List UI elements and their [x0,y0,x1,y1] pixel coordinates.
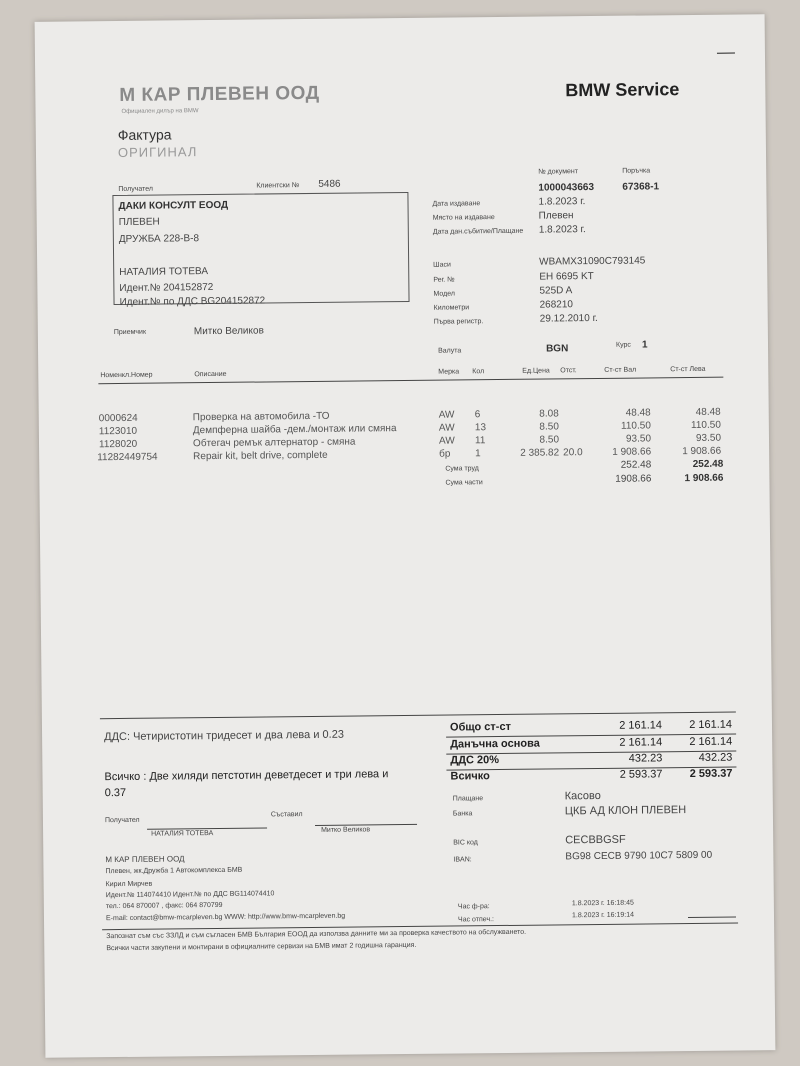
first-reg: 29.12.2010 г. [539,312,598,325]
row-1-code: 0000624 [98,412,138,425]
row-4-disc: 20.0 [563,447,583,459]
vin-label: Шаси [433,261,451,269]
tax-date: 1.8.2023 г. [538,224,586,236]
first-reg-label: Първа регистр. [433,318,484,326]
sig-composed-name: Митко Великов [321,826,371,834]
client-no: 5486 [318,178,341,190]
customer-person: НАТАЛИЯ ТОТЕВА [119,266,209,278]
customer-vat-ident: Идент.№ по ДДС BG204152872 [119,295,266,308]
km-label: Километри [433,304,470,312]
row-3-price: 8.50 [539,434,560,446]
bank-name: ЦКБ АД КЛОН ПЛЕВЕН [564,804,687,818]
labor-sum-label: Сума труд [445,465,479,473]
model: 525D A [539,285,573,297]
doc-no: 1000043663 [538,182,595,194]
document-subtitle: ОРИГИНАЛ [117,144,198,160]
vin: WBAMX31090C793145 [539,255,646,268]
km: 268210 [539,299,574,311]
company-subtitle: Официален дилър на BMW [121,108,199,115]
col-bgn: Ст-ст Лева [670,365,706,374]
print-time: 1.8.2023 г. 16:19:14 [571,911,635,920]
company-logo: М КАР ПЛЕВЕН ООД [119,82,320,106]
labor-sum-bgn: 252.48 [692,458,724,470]
model-label: Модел [433,290,455,298]
reg: EH 6695 KT [539,271,594,283]
client-no-label: Клиентски № [256,182,300,190]
row-4-desc: Repair kit, belt drive, complete [193,449,328,463]
receiver-name: Митко Великов [193,325,264,338]
totals-top-rule [100,712,736,720]
row-1-qty: 6 [474,409,481,421]
row-4-code: 11282449754 [97,451,158,464]
base-label: Данъчна основа [450,737,540,751]
total-bgn: 2 161.14 [689,718,733,732]
rate-value: 1 [641,339,648,351]
order-label: Поръчка [622,167,651,175]
iban: BG98 CECB 9790 10C7 5809 00 [565,849,713,863]
col-val: Ст-ст Вал [604,366,637,374]
all-val: 2 593.37 [619,768,663,781]
print-time-label: Час отпеч.: [457,916,494,924]
sig-composed-label: Съставил [270,811,303,819]
receiver-label: Приемчик [113,328,147,337]
row-1-price: 8.08 [539,408,559,420]
tax-date-label: Дата дан.събитие/Плащане [432,227,524,236]
footer-web: E-mail: contact@bmw-mcarpleven.bg WWW: http://www.bmw-mcarpleven.bg [105,912,346,923]
footer-manager: Кирил Мирчев [105,880,153,889]
place: Плевен [538,210,574,222]
rate-label: Курс [615,341,631,349]
issue-date: 1.8.2023 г. [538,196,586,208]
footer-ids: Идент.№ 114074410 Идент.№ по ДДС BG114074410 [105,890,275,900]
row-4-unit: бр [439,448,451,460]
sig-recipient-name: НАТАЛИЯ ТОТЕВА [151,830,214,838]
col-unit: Мерка [438,368,460,376]
total-val: 2 161.14 [619,719,663,732]
document-title: Фактура [117,126,172,143]
footer-note-1: Запознат съм със ЗЗЛД и съм съгласен БМВ България ЕООД да използва данните ми за проверка качеството на обслужването. [106,928,527,941]
footer-company: М КАР ПЛЕВЕН ООД [105,854,185,865]
row-4-val: 1 908.66 [612,446,652,458]
vat-in-words: ДДС: Четиристотин тридесет и два лева и 0.23 [104,728,344,744]
vat-bgn: 432.23 [698,751,733,764]
row-2-price: 8.50 [539,421,559,433]
row-4-bgn: 1 908.66 [682,445,722,458]
vat-val: 432.23 [628,752,663,765]
total-label: Общо ст-ст [449,720,512,734]
bic-label: BIC код [453,839,478,847]
customer-name: ДАКИ КОНСУЛТ ЕООД [118,199,229,212]
row-2-unit: AW [438,422,455,434]
order-no: 67368-1 [622,181,660,193]
bank-label: Банка [452,810,473,818]
row-1-unit: AW [438,409,455,421]
row-3-qty: 11 [474,435,486,447]
footer-phone: тел.: 064 870007 , факс: 064 870799 [105,901,223,911]
place-label: Място на издаване [432,214,495,222]
invoice-time: 1.8.2023 г. 16:18:45 [571,899,634,908]
row-3-bgn: 93.50 [695,432,722,444]
customer-address: ДРУЖБА 228-В-8 [118,233,200,245]
reg-label: Рег. № [433,276,455,284]
row-1-val: 48.48 [625,407,651,419]
row-3-desc: Обтегач ремък алтернатор - смяна [192,436,356,450]
parts-sum-val: 1908.66 [615,473,652,485]
corner-mark [717,53,735,54]
base-val: 2 161.14 [619,736,663,749]
footer-dash [688,917,736,919]
all-label: Всичко [450,770,490,783]
row-4-qty: 1 [475,448,481,460]
footer-address: Плевен, жк.Дружба 1 Автокомплекса БМВ [105,866,243,876]
base-bgn: 2 161.14 [689,735,733,749]
currency-label: Валута [438,347,462,355]
doc-no-label: № документ [538,168,579,176]
row-2-qty: 13 [474,422,487,434]
currency-value: BGN [545,343,569,355]
invoice-time-label: Час ф-ра: [457,903,490,911]
iban-label: IBAN: [453,856,472,864]
row-4-price: 2 385.82 [520,447,560,459]
row-2-bgn: 110.50 [690,419,721,431]
col-price: Ед.Цена [522,367,550,375]
total-in-words-1: Всичко : Две хиляди петстотин деветдесет и три лева и [104,768,389,784]
sig-recipient-label: Получател [104,816,140,825]
all-bgn: 2 593.37 [689,767,733,781]
row-1-bgn: 48.48 [695,406,721,418]
vat-label: ДДС 20% [450,754,500,767]
bic-code: CECBBGSF [565,833,626,847]
recipient-label: Получател [118,185,154,193]
issue-date-label: Дата издаване [432,200,481,208]
parts-sum-bgn: 1 908.66 [684,472,724,485]
row-1-desc: Проверка на автомобила -ТО [192,410,330,424]
customer-ident: Идент.№ 204152872 [119,281,214,294]
row-3-val: 93.50 [625,433,652,445]
row-2-val: 110.50 [620,420,651,432]
parts-sum-label: Сума части [445,479,483,487]
payment-label: Плащане [452,795,484,803]
customer-city: ПЛЕВЕН [118,216,160,228]
col-qty: Кол [472,368,485,376]
footer-note-2: Всички части закупени и монтирани в официалните сервизи на БМВ имат 2 годишна гаранция. [106,941,417,953]
col-desc: Описание [194,370,227,379]
col-code: Номенкл.Номер [100,371,153,380]
row-2-desc: Демпферна шайба -дем./монтаж или смяна [192,423,397,437]
table-header-rule [98,377,723,385]
brand-title: BMW Service [565,79,680,101]
col-disc: Отст. [560,367,577,375]
total-in-words-2: 0.37 [104,786,127,800]
row-2-code: 1123010 [98,425,138,438]
row-3-code: 1128020 [98,438,138,451]
payment-method: Касово [564,789,601,803]
row-3-unit: AW [438,435,455,447]
invoice-page [35,14,776,1058]
labor-sum-val: 252.48 [620,459,652,471]
